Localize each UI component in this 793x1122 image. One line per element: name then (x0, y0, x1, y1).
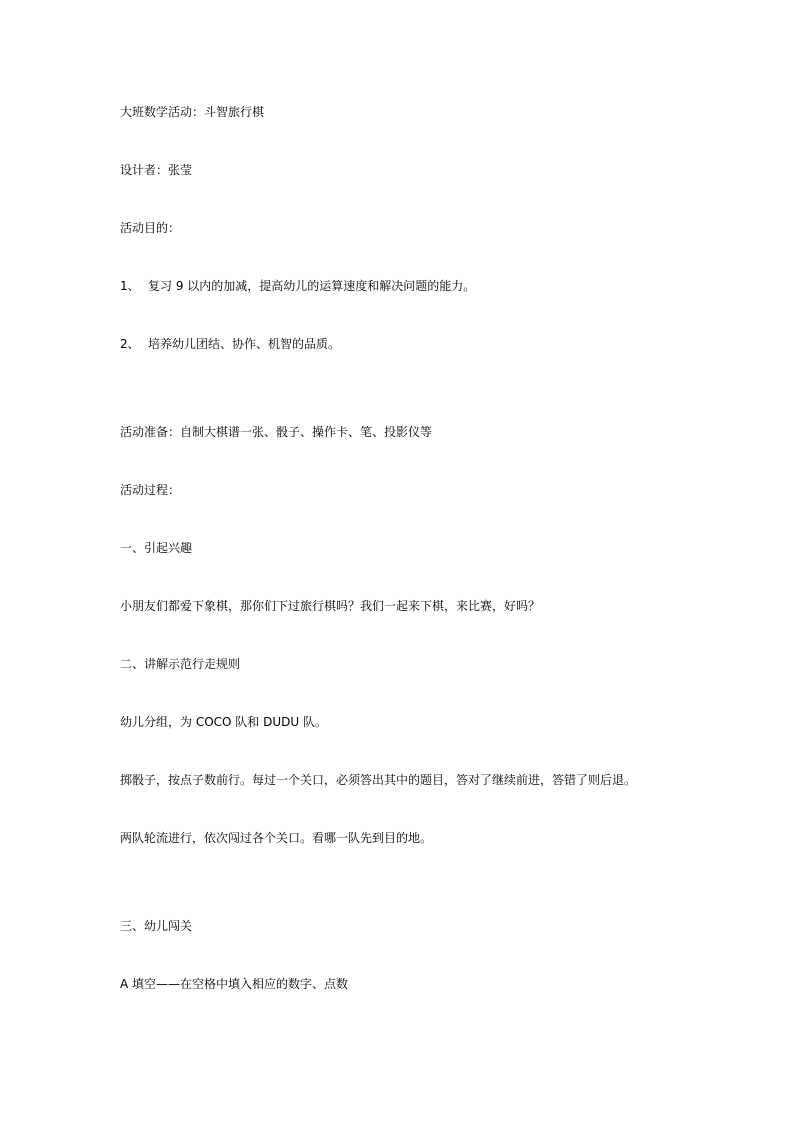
section-2-line-1: 幼儿分组，为 COCO 队和 DUDU 队。 (120, 715, 327, 729)
document-title: 大班数学活动：斗智旅行棋 (120, 105, 265, 119)
preparation-line: 活动准备：自制大棋谱一张、骰子、操作卡、笔、投影仪等 (120, 425, 433, 439)
designer-line: 设计者：张莹 (120, 163, 193, 177)
goal-item-1 (120, 279, 475, 293)
goal-2-text: 培养幼儿团结、协作、机智的品质。 (148, 337, 341, 351)
goal-1-number: 1、 (120, 279, 140, 293)
section-3-heading: 三、幼儿闯关 (120, 919, 193, 933)
section-3-item-a: A 填空——在空格中填入相应的数字、点数 (120, 977, 349, 991)
section-1-heading: 一、引起兴趣 (120, 541, 193, 555)
goal-1-text: 复习 9 以内的加减，提高幼儿的运算速度和解决问题的能力。 (148, 279, 476, 293)
process-heading: 活动过程： (120, 483, 181, 497)
section-2-line-3: 两队轮流进行，依次闯过各个关口。看哪一队先到目的地。 (120, 831, 433, 845)
section-1-text: 小朋友们都爱下象棋，那你们下过旅行棋吗？我们一起来下棋，来比赛，好吗？ (120, 599, 541, 613)
goal-2-number: 2、 (120, 337, 140, 351)
section-2-heading: 二、讲解示范行走规则 (120, 657, 241, 671)
goals-heading: 活动目的： (120, 221, 181, 235)
section-2-line-2: 掷骰子，按点子数前行。每过一个关口，必须答出其中的题目，答对了继续前进，答错了则后退。 (120, 773, 637, 787)
goal-item-2 (120, 337, 340, 351)
